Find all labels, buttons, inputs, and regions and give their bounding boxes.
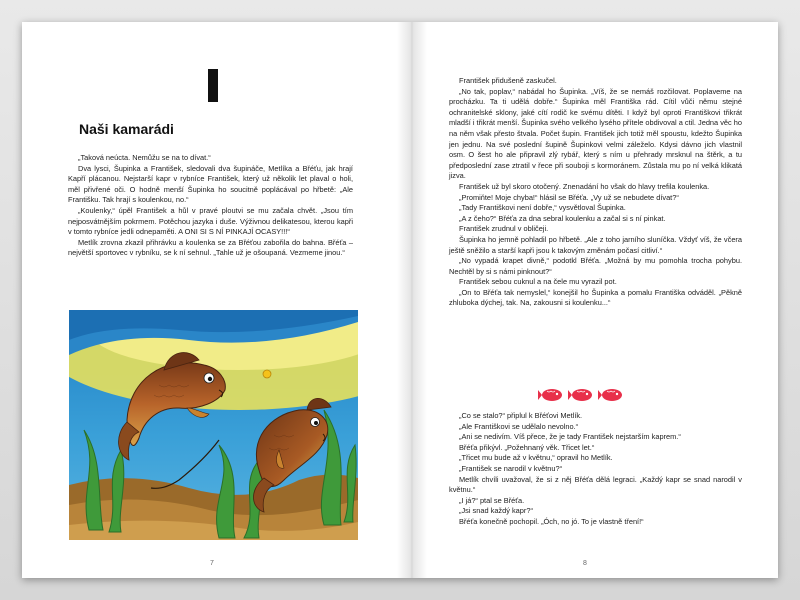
paragraph: Dva lysci, Šupinka a František, sledovali dva šupináče, Metlíka a Břéťu, jak hrají Kapří plácanou. Nejstarší kapr v rybníce František, který už několik let plaval o holi, měl přivřené oči. O hodně menší Šupinka ho soucitně poplácával po hřbetě: „Ale Františku. Tak hrají s koulenkou, no.“ <box>68 163 353 205</box>
paragraph: „On to Břéťa tak nemyslel,“ konejšil ho Šupinka a pomalu Františka odváděl. „Pěkně zhluboka dýchej, tak. Na, zakousni si koulenku...“ <box>449 287 742 308</box>
paragraph: Břéťa přikývl. „Požehnaný věk. Třicet let.“ <box>459 442 595 452</box>
left-page-text <box>68 153 353 259</box>
paragraph: Šupinka ho jemně pohladil po hřbetě. „Ale z toho jarního sluníčka. Vždyť víš, že včera ještě sněžilo a starší kapři jsou k takovým změnám počasí citliví.“ <box>449 234 742 255</box>
paragraph: František zrudnul v obličeji. <box>459 224 549 234</box>
page-number-left: 7 <box>210 560 214 567</box>
page-number-right: 8 <box>583 560 587 567</box>
paragraph: „Ale Františkovi se udělalo nevolno.“ <box>459 421 579 431</box>
paragraph: Břéťa konečně pochopil. „Óch, no jó. To je vlastně tření!“ <box>459 516 644 526</box>
paragraph: „No tak, poplav,“ nabádal ho Šupinka. „Víš, že se nemáš rozčilovat. Poplaveme na procházku. Ta ti udělá dobře.“ Šupinka měl Františka rád. Cítil vůči němu stejné ochranitelské sklony, jaké cítí rodič ke svému dítěti. I když byl oproti Františkovi třikrát mladší i třikrát menší. Šupinka svého velkého lysého přítele obdivoval a ctil. Jedna věc ho na něm však přesto štvala. Počet šupin. František jich totiž měl spoustu, kdežto Šupinka jen jednu. Na své poslední šupině Šupinkovi velmi záleželo. Kdysi dávno jich vlastnil osm. O šest ho ale připravil zlý rybář, který s ním u přehrady mrsknul na štěrk, a tu předposlední zase ztratil v řece při souboji s kormoránem. Zůstala mu po ní velká klikatá jizva. <box>449 86 742 181</box>
right-page <box>400 22 778 578</box>
paragraph: „Jsi snad každý kapr?“ <box>459 506 533 516</box>
paragraph: „Tady Františkovi není dobře,“ vysvětloval Šupinka. <box>459 203 626 213</box>
paragraph: „No vypadá krapet divně,“ podotkl Břéťa. „Možná by mu pomohla trocha pohybu. Nechtěl by si s námi pinknout?“ <box>449 256 742 276</box>
paragraph: František přidušeně zaskučel. <box>459 76 557 85</box>
paragraph: František sebou cuknul a na čele mu vyrazil pot. <box>459 277 617 287</box>
paragraph: „Třicet mu bude až v květnu,“ opravil ho Metlík. <box>459 453 613 463</box>
paragraph: František už byl skoro otočený. Znenadání ho však do hlavy trefila koulenka. <box>459 181 710 191</box>
fish-divider-icon <box>538 386 628 404</box>
right-page-text-bottom <box>449 411 742 528</box>
book-spread <box>22 22 778 578</box>
paragraph: „František se narodil v květnu?“ <box>459 463 563 473</box>
right-page-text-top <box>449 76 742 309</box>
chapter-number <box>208 69 218 102</box>
left-page <box>22 22 400 578</box>
carp-fish-illustration <box>69 310 358 540</box>
paragraph: „Koulenky,“ úpěl František a hůl v pravé ploutvi se mu začala chvět. „Jsou tím nejposvátnějším pokrmem. Potěchou jazyka i duše. Výživnou delikatesou, kterou kapři v tomto rybníce jedli odnepaměti. A ONI SI S NÍ PINKAJÍ OCASY!!!“ <box>68 205 353 237</box>
paragraph: „A z čeho?“ Břéťa za dna sebral koulenku a začal si s ní pinkat. <box>459 213 666 223</box>
paragraph: „Taková neúcta. Nemůžu se na to dívat.“ <box>78 153 211 162</box>
paragraph: „I já?“ ptal se Břéťa. <box>459 495 525 505</box>
chapter-title: Naši kamarádi <box>79 121 174 137</box>
paragraph: „Co se stalo?“ připlul k Břéťovi Metlík. <box>459 411 583 420</box>
paragraph: „Ani se nedivím. Víš přece, že je tady František nejstarším kaprem.“ <box>459 432 681 442</box>
paragraph: „Promiňte! Moje chyba!“ hlásil se Břéťa. „Vy už se nebudete dívat?“ <box>459 192 679 202</box>
paragraph: Metlík chvíli uvažoval, že si z něj Břéťa dělá legraci. „Každý kapr se snad narodil v květnu.“ <box>449 474 742 495</box>
paragraph: Metlík zrovna zkazil přihrávku a koulenka se za Břéťou zabořila do bahna. Břéťa – největší sportovec v rybníku, se k ní sehnul. „Tahle už je ošoupaná. Vezmeme jinou.“ <box>68 237 353 258</box>
